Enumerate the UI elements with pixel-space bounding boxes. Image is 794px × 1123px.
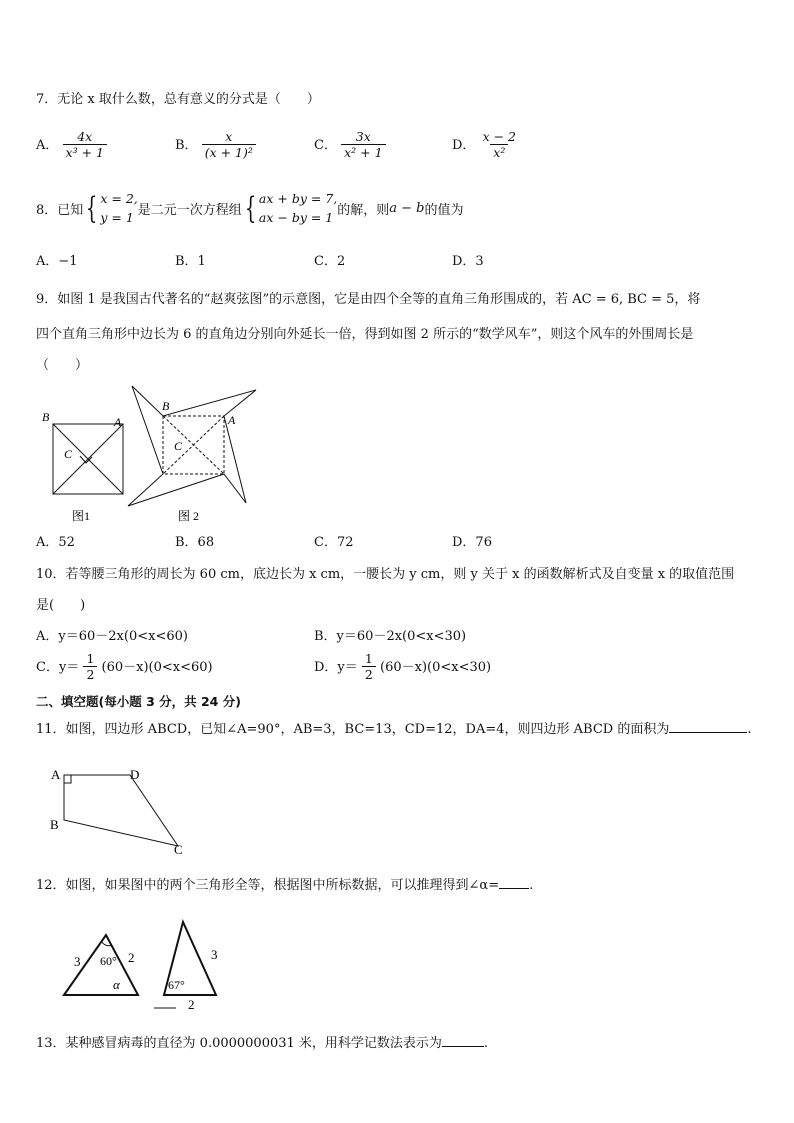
tri1-angle-60: 60° [100,954,117,968]
q10-option-b: B．y＝60－2x(0<x<30) [314,629,467,644]
fig1-label-b: B [42,410,50,424]
q7-option-c: C． $\frac{3x}{\text{x² + 1}}$ [314,130,386,161]
fig2-label-a: A [228,413,236,427]
q9-option-a: A．52 [36,535,75,550]
q12-figure [58,912,238,1012]
q10-line1: 10．若等腰三角形的周长为 60 cm，底边长为 x cm，一腰长为 y cm，则 y 关于 x 的函数解析式及自变量 x 的取值范围 [36,567,735,582]
q11-label-a: A [51,767,61,782]
q10-option-d: D．y＝ $\frac{1}{2}$ (60－x)(0<x<30) [314,651,492,683]
tri2-side-3: 3 [211,947,218,962]
fig2-caption: 图 2 [178,509,200,523]
tri1-alpha: α [113,977,120,992]
q8-option-d: D．3 [452,254,484,269]
q12-answer-blank [499,876,529,889]
q8-stem: 8．已知 { x = 2, y = 1 是二元一次方程组 { ax + by = 7, ax − by = 1 的解，则 a − b 的值为 [36,190,464,226]
tri2-angle-67: 67° [168,978,185,992]
tri1-side-3: 3 [74,954,81,969]
q9-line3: （ ） [36,358,89,373]
q11-label-d: D [130,767,140,782]
q10-option-c: C．y＝ $\frac{1}{2}$ (60－x)(0<x<60) [36,651,213,683]
q7-stem: 7．无论 x 取什么数，总有意义的分式是（ ） [36,92,320,107]
q9-figures [36,378,276,526]
q9-option-c: C．72 [314,535,354,550]
q13-answer-blank [442,1034,484,1047]
q10-option-a: A．y＝60－2x(0<x<60) [36,629,188,644]
q11-label-c: C [174,842,183,857]
q9-option-d: D．76 [452,535,492,550]
q7-option-d: D． $\frac{x - 2}{\text{x²}}$ [452,129,517,161]
fig1-label-a: A [114,415,122,429]
q7-option-a: A． $\frac{4x}{\text{x³ + 1}}$ [36,130,107,161]
q11-answer-blank [669,720,747,733]
q10-line2: 是( ) [36,598,86,613]
q9-line1: 9．如图 1 是我国古代著名的“赵爽弦图”的示意图，它是由四个全等的直角三角形围成的，若 AC = 6, BC = 5，将 [36,292,701,307]
q9-line2: 四个直角三角形中边长为 6 的直角边分别向外延长一倍，得到如图 2 所示的“数学风车”，则这个风车的外围周长是 [36,327,694,342]
q11-text: 11．如图，四边形 ABCD，已知∠A=90°，AB=3，BC=13，CD=12，DA=4，则四边形 ABCD 的面积为 . [36,722,752,737]
fig2-label-c: C [174,439,183,453]
q13-text: 13．某种感冒病毒的直径为 0.0000000031 米，用科学记数法表示为 . [36,1036,489,1051]
tri2-side-2: 2 [188,997,195,1012]
fig1-caption: 图1 [72,509,91,523]
section-fill-in-blank-title: 二、填空题(每小题 3 分，共 24 分) [36,694,241,709]
q8-option-c: C．2 [314,254,346,269]
q9-option-b: B．68 [175,535,215,550]
q11-figure [40,762,200,858]
q8-option-a: A．−1 [36,254,78,269]
windmill-figure [128,386,256,506]
q7-option-b: B． $\frac{x}{\text{(x + 1)²}}$ [175,130,256,161]
fig1-label-c: C [64,447,73,461]
q8-option-b: B．1 [175,254,206,269]
tri1-side-2: 2 [128,950,135,965]
q11-label-b: B [50,817,59,832]
fig2-label-b: B [162,399,170,413]
q12-text: 12．如图，如果图中的两个三角形全等，根据图中所标数据，可以推理得到∠α= . [36,878,534,893]
